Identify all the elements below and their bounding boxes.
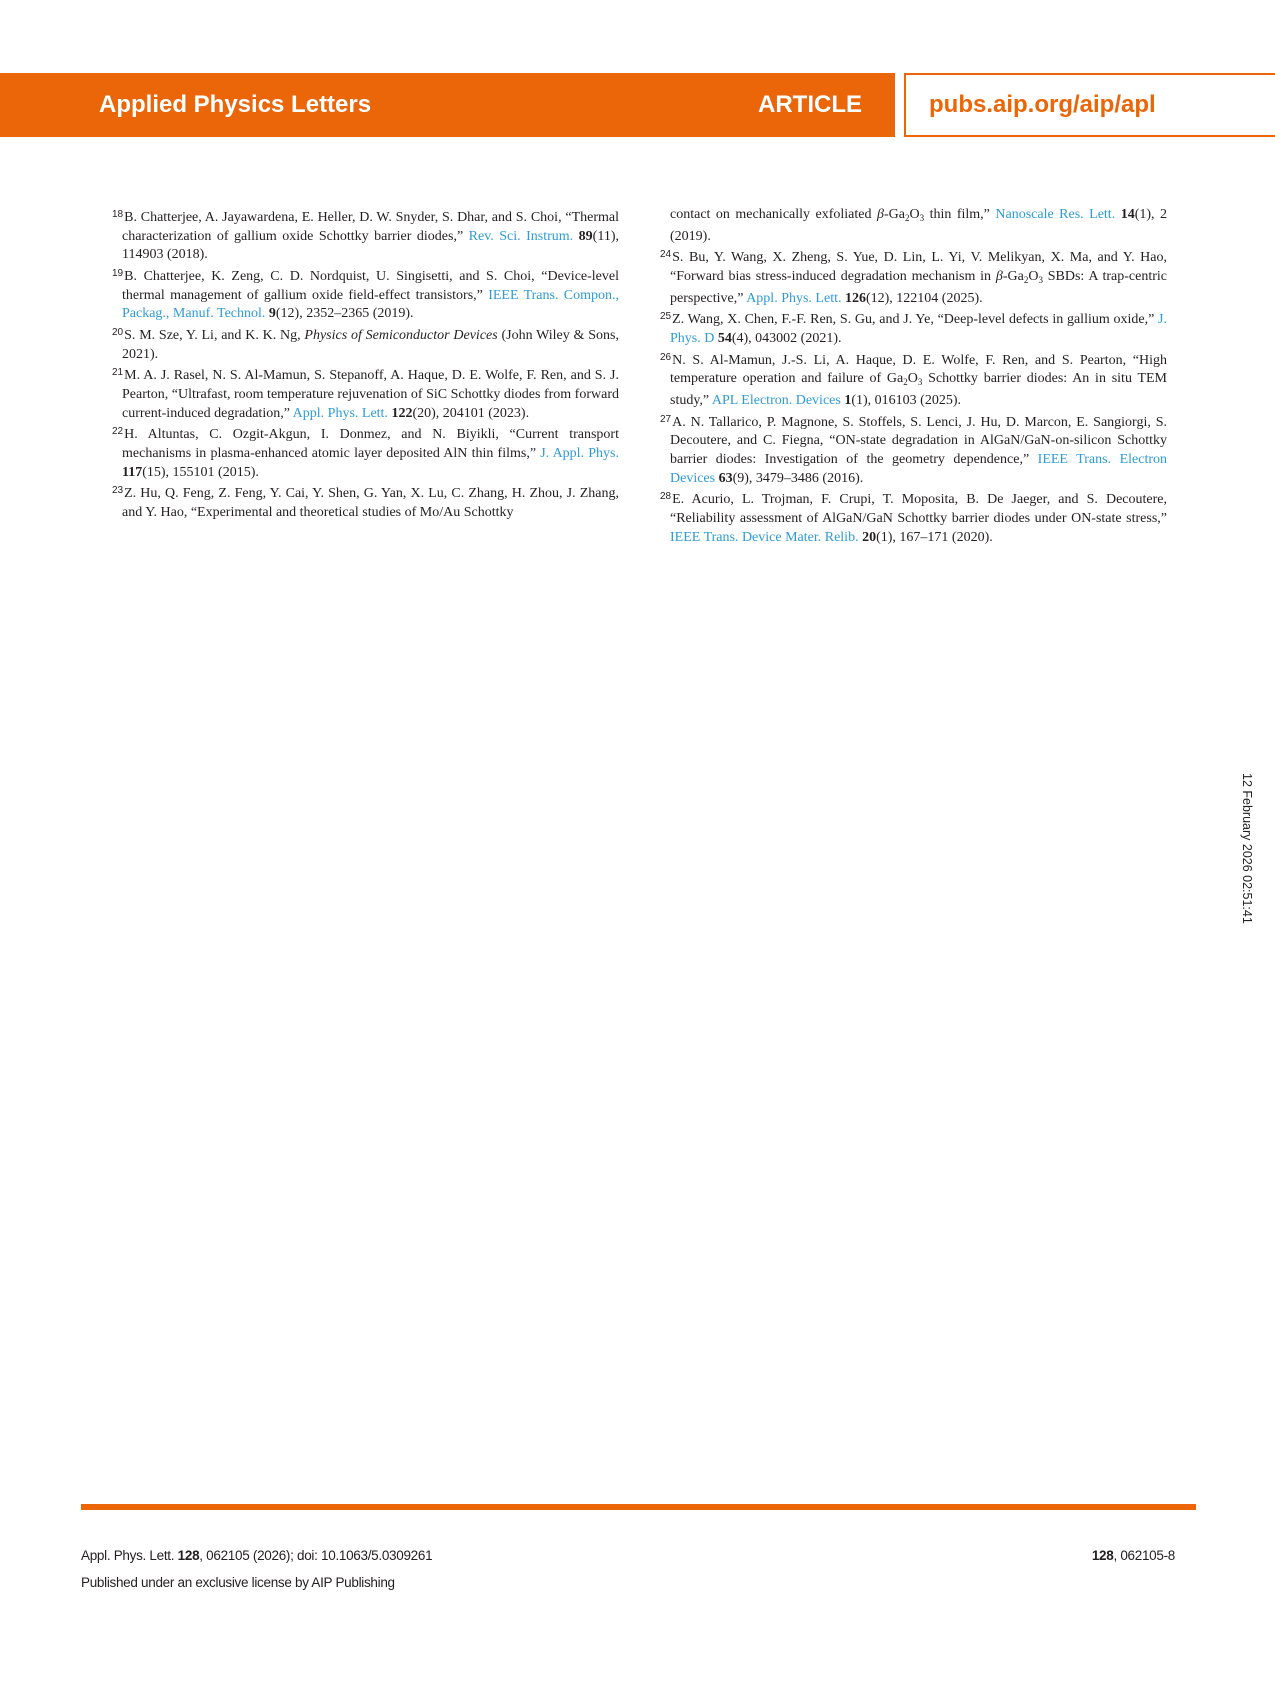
references-left-column — [112, 206, 619, 523]
reference-number: 24 — [660, 249, 672, 261]
citation-prefix: Appl. Phys. Lett. — [81, 1548, 178, 1563]
reference-text: O — [907, 371, 918, 387]
reference-text: -Ga — [883, 207, 905, 222]
volume-number: 14 — [1120, 207, 1135, 222]
page-id: , 062105-8 — [1113, 1548, 1175, 1563]
references-right-column — [660, 206, 1167, 547]
reference-text: (4), 043002 (2021). — [731, 331, 842, 347]
reference-number: 27 — [660, 413, 672, 425]
journal-link[interactable]: Nanoscale Res. Lett. — [995, 207, 1116, 222]
journal-link[interactable]: Appl. Phys. Lett. — [746, 290, 842, 306]
volume-number: 117 — [122, 464, 143, 480]
reference-number: 18 — [112, 209, 124, 220]
reference-text: A. N. Tallarico, P. Magnone, S. Stoffels, S. Lenci, J. Hu, D. Marcon, E. Sangiorgi, S. Decoutere, and C. Fiegna, “ON-state degradation in AlGaN/GaN-on-silicon Schottky barrier diodes: Investigation of the geometry dependence,” — [670, 414, 1167, 468]
citation-doi: , 062105 (2026); doi: 10.1063/5.0309261 — [199, 1548, 433, 1563]
italic-text: Physics of Semiconductor Devices — [304, 328, 498, 344]
reference-text: (1), 016103 (2025). — [851, 393, 961, 409]
reference-text: (12), 2352–2365 (2019). — [275, 306, 414, 322]
volume-number: 122 — [391, 405, 413, 421]
reference-text: N. S. Al-Mamun, J.-S. Li, A. Haque, D. E. Wolfe, F. Ren, and S. Pearton, “High temperature operation and failure of Ga — [670, 352, 1167, 387]
volume-number: 9 — [268, 306, 276, 322]
volume-number: 126 — [844, 290, 866, 306]
reference-text: (12), 122104 (2025). — [865, 290, 983, 306]
reference-text: (1), 167–171 (2020). — [876, 529, 993, 545]
footer-divider — [81, 1504, 1196, 1510]
citation-volume: 128 — [177, 1548, 200, 1563]
reference-item — [112, 364, 619, 423]
journal-link[interactable]: APL Electron. Devices — [711, 393, 841, 409]
page-number — [1092, 1548, 1175, 1563]
reference-item — [660, 246, 1167, 308]
reference-text: (11), 114903 (2018). — [122, 228, 619, 263]
reference-text: Z. Hu, Q. Feng, Z. Feng, Y. Cai, Y. Shen, G. Yan, X. Lu, C. Zhang, H. Zhou, J. Zhang, and Y. Hao, “Experimental and theoretical studies of Mo/Au Schottky — [122, 486, 619, 521]
reference-item — [660, 411, 1167, 489]
reference-text: M. A. J. Rasel, N. S. Al-Mamun, S. Stepanoff, A. Haque, D. E. Wolfe, F. Ren, and S. J. Pearton, “Ultrafast, room temperature rejuvenation of SiC Schottky diodes from forward current-induced degradation,” — [122, 368, 619, 421]
journal-link[interactable]: Rev. Sci. Instrum. — [468, 228, 574, 244]
reference-item — [660, 206, 1167, 246]
volume-number: 63 — [718, 470, 733, 486]
italic-text: β — [995, 269, 1003, 285]
reference-text: S. Bu, Y. Wang, X. Zheng, S. Yue, D. Lin, L. Yi, V. Melikyan, X. Ma, and Y. Hao, “Forward bias stress-induced degradation mechanism in — [670, 250, 1167, 285]
journal-link[interactable]: IEEE Trans. Electron Devices — [670, 452, 1167, 486]
reference-text: S. M. Sze, Y. Li, and K. K. Ng, — [124, 328, 305, 344]
reference-text: E. Acurio, L. Trojman, F. Crupi, T. Moposita, B. De Jaeger, and S. Decoutere, “Reliability assessment of AlGaN/GaN Schottky barrier diodes under ON-state stress,” — [670, 492, 1167, 527]
journal-link[interactable]: J. Appl. Phys. — [540, 446, 619, 462]
volume-number: 1 — [844, 393, 852, 409]
reference-item — [112, 423, 619, 482]
subscript: 2 — [904, 213, 910, 223]
reference-number: 20 — [112, 327, 124, 339]
reference-text: O — [1028, 269, 1039, 285]
reference-text: Schottky barrier diodes: An in situ TEM study,” — [670, 371, 1168, 409]
reference-text: contact on mechanically exfoliated — [670, 207, 877, 222]
reference-item — [660, 488, 1167, 547]
reference-text: B. Chatterjee, K. Zeng, C. D. Nordquist, U. Singisetti, and S. Choi, “Device-level thermal management of gallium oxide field-effect transistors,” — [122, 269, 619, 303]
reference-text: (John Wiley & Sons, 2021). — [122, 328, 619, 362]
reference-text: O — [909, 207, 920, 222]
reference-number: 19 — [112, 268, 124, 280]
footer-citation — [81, 1548, 432, 1563]
reference-text: thin film,” — [924, 207, 996, 222]
reference-text: (20), 204101 (2023). — [412, 405, 530, 421]
reference-text: SBDs: A trap-centric perspective,” — [670, 269, 1167, 306]
reference-item — [660, 349, 1167, 411]
volume-number: 89 — [578, 228, 593, 244]
reference-item — [660, 308, 1167, 348]
page-volume: 128 — [1091, 1548, 1114, 1563]
reference-text: (1), 2 (2019). — [670, 207, 1168, 244]
reference-item — [112, 324, 619, 364]
reference-number: 21 — [112, 367, 124, 379]
subscript: 3 — [1038, 275, 1043, 286]
italic-text: β — [876, 207, 884, 222]
reference-text: Z. Wang, X. Chen, F.-F. Ren, S. Gu, and J. Ye, “Deep-level defects in gallium oxide,” — [672, 312, 1159, 328]
journal-link[interactable]: IEEE Trans. Compon., Packag., Manuf. Technol. — [122, 287, 619, 322]
article-type-label: ARTICLE — [758, 91, 862, 118]
download-timestamp: 12 February 2026 02:51:41 — [1240, 773, 1254, 924]
reference-number: 28 — [660, 491, 672, 503]
reference-text: (15), 155101 (2015). — [142, 464, 259, 480]
journal-url-link[interactable]: pubs.aip.org/aip/apl — [929, 91, 1156, 118]
footer-license: Published under an exclusive license by AIP Publishing — [81, 1575, 395, 1590]
journal-title: Applied Physics Letters — [99, 91, 372, 118]
volume-number: 54 — [717, 331, 732, 347]
reference-number: 25 — [660, 311, 672, 323]
reference-text: (9), 3479–3486 (2016). — [732, 470, 864, 486]
reference-number: 26 — [660, 351, 672, 363]
reference-number: 22 — [112, 426, 124, 438]
reference-number: 23 — [112, 485, 124, 497]
reference-item — [112, 482, 619, 522]
reference-item — [112, 206, 619, 265]
subscript: 2 — [1023, 275, 1029, 286]
journal-link[interactable]: IEEE Trans. Device Mater. Relib. — [670, 529, 859, 545]
subscript: 2 — [903, 377, 908, 388]
journal-link[interactable]: J. Phys. D — [670, 312, 1167, 347]
reference-item — [112, 265, 619, 324]
subscript: 3 — [917, 377, 923, 388]
reference-text: B. Chatterjee, A. Jayawardena, E. Heller, D. W. Snyder, S. Dhar, and S. Choi, “Thermal characterization of gallium oxide Schottky barrier diodes,” — [122, 210, 619, 244]
volume-number: 20 — [862, 529, 877, 545]
subscript: 3 — [919, 213, 925, 223]
reference-text: -Ga — [1002, 269, 1024, 285]
reference-text: H. Altuntas, C. Ozgit-Akgun, I. Donmez, and N. Biyikli, “Current transport mechanisms in plasma-enhanced atomic layer deposited AlN thin films,” — [122, 427, 619, 462]
journal-link[interactable]: Appl. Phys. Lett. — [292, 405, 388, 421]
